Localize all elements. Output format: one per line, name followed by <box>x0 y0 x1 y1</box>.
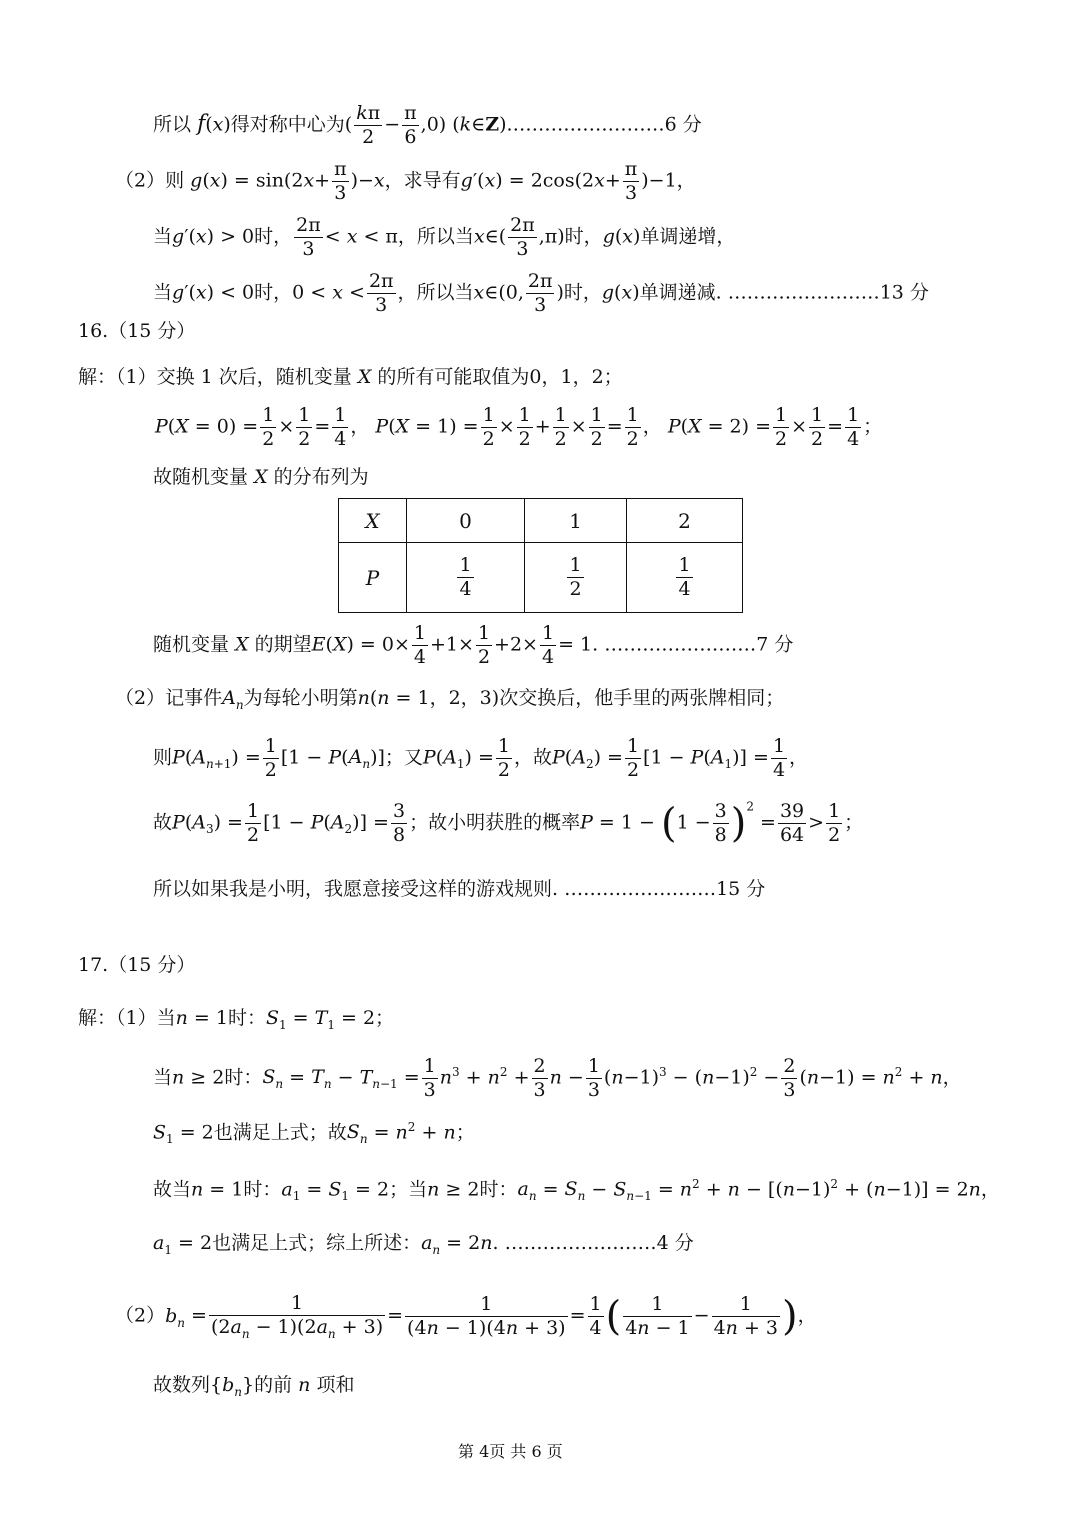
denominator: 4 <box>459 578 472 600</box>
solution-17-bn: $(2)b_n$ = $\frac{1}{(2a_n - 1)(2a_n + 3)}$ = $\frac{1}{(4n - 1)(4n + 3)}$ = $\frac{1}{4}$ ( $\frac{1}{4n - 1}$ − $\frac{1}{4n + 3}$ )， <box>115 1292 817 1341</box>
table-cell <box>339 543 407 613</box>
numerator: 1 <box>459 554 472 577</box>
conclusion-16: 所以如果我是小明，我愿意接受这样的游戏规则. ……………………15 分 <box>153 878 766 900</box>
text: 则 <box>153 746 173 769</box>
text: 时， <box>563 281 602 304</box>
numerator: 1 <box>678 554 691 577</box>
distribution-intro: 故随机变量 X 的分布列为 <box>153 466 369 488</box>
solution-17-n1: 解：（1）当n = 1时：$S_1 = T_1 = 2$； <box>78 1007 395 1032</box>
line-derivative: （2）则 g(x) = sin(2x+ $\frac{\pi}{3}$ )−x，求导有g′(x) = 2cos(2x+ $\frac{\pi}{3}$ )−1， <box>115 158 696 204</box>
text: 当 <box>153 281 173 304</box>
part2-event-line: （2）记事件$A_n$为每轮小明第n(n = 1，2，3)次交换后，他手里的两张牌相同； <box>115 687 785 712</box>
text: 时， <box>254 225 293 248</box>
text: ，所以当 <box>397 225 474 248</box>
text: 得对称中心为 <box>230 113 345 136</box>
distribution-table <box>338 498 743 613</box>
solution-17-s1: $S_1 = 2$也满足上式；故$S_n = n^2 + n$； <box>153 1120 475 1147</box>
text: 的分布列为 <box>273 466 369 488</box>
text: 时： <box>479 1178 518 1201</box>
denominator: 2 <box>569 578 582 600</box>
table-cell: 0 <box>407 499 525 543</box>
text: 故 <box>153 811 173 834</box>
table-cell <box>525 543 627 613</box>
row-label-p: P <box>365 565 380 590</box>
win-probability-line: 故$P(A_3)$ = $\frac{1}{2}$ $[1 - P(A_2)]$ = $\frac{3}{8}$ ；故小明获胜的概率P = 1 − (1 − $\frac{3}{8}$ )$^2$ = $\frac{39}{64}$ > $\frac{1}{2}$ ； <box>153 799 864 847</box>
text: 故随机变量 <box>153 466 249 488</box>
text: 时： <box>243 1178 282 1201</box>
header-x: X <box>365 508 380 533</box>
text: 故数列 <box>153 1374 211 1396</box>
table-row <box>339 499 743 543</box>
text: 单调递增， <box>640 225 736 248</box>
text: 时： <box>227 1007 266 1029</box>
text: 解：（1）当 <box>78 1007 176 1029</box>
solution-17-an: 故当n = 1时：$a_1 = S_1 = 2$；当n ≥ 2时：$a_n = S_n - S_{n-1} = n^2 + n - [(n-1)^2 + (n-1)] = 2n$， <box>153 1177 1000 1204</box>
line-symmetry-center: 所以 f(x)得对称中心为( $\frac{k\pi}{2}$ − $\frac{\pi}{6}$ ,0) (k∈Z).……………………6 分 <box>153 102 702 148</box>
table-cell: 1 <box>525 499 627 543</box>
text: （2）记事件 <box>115 687 223 709</box>
question-16-heading: 16.（15 分） <box>78 320 196 342</box>
text: ，故 <box>513 746 552 769</box>
text: （2） <box>115 1304 166 1327</box>
numerator: 1 <box>569 554 582 577</box>
line-decreasing: 当g′(x) < 0时，0 < x < $\frac{2\pi}{3}$ ，所以当x∈(0, $\frac{2\pi}{3}$ )时，g(x)单调递减. ……………………13 分 <box>153 270 929 316</box>
text: ；当 <box>389 1178 428 1201</box>
text: 当 <box>153 1066 173 1089</box>
text: 故当 <box>153 1178 192 1201</box>
text: 时， <box>564 225 603 248</box>
solution-17-sum-intro: 故数列$\{b_n\}$的前 n 项和 <box>153 1374 355 1399</box>
text: 解：（1）交换 1 次后，随机变量 <box>78 366 352 388</box>
solution-17-summary: $a_1 = 2$也满足上式；综上所述：$a_n = 2n$. ……………………4 分 <box>153 1232 694 1257</box>
solution-17-sn: 当n ≥ 2时：$S_n = T_n - T_{n-1}$ = $\frac{1}{3}$ $n^3 + n^2$ + $\frac{2}{3}$ n − $\frac{1}{3}$ $(n-1)^3 - (n-1)^2$ − $\frac{2}{3}$ $(n-1) = n^2 + n$， <box>153 1055 962 1101</box>
text: 次交换后，他手里的两张牌相同； <box>499 687 785 709</box>
table-cell <box>339 499 407 543</box>
text: 所以 <box>153 113 192 136</box>
text: 项和 <box>316 1374 355 1396</box>
text: 的期望 <box>254 633 312 656</box>
text: 当 <box>153 225 173 248</box>
text: 时， <box>254 281 293 304</box>
probabilities-line: P(X = 0) = $\frac{1}{2}$ × $\frac{1}{2}$ = $\frac{1}{4}$ ， P(X = 1) = $\frac{1}{2}$ × $\frac{1}{2}$ + $\frac{1}{2}$ × $\frac{1}{2}$ = $\frac{1}{2}$ ， P(X = 2) = $\frac{1}{2}$ × $\frac{1}{2}$ = $\frac{1}{4}$ ； <box>155 404 883 450</box>
table-cell: 2 <box>627 499 743 543</box>
text: ；故小明获胜的概率 <box>409 811 581 834</box>
table-cell <box>627 543 743 613</box>
text: 也满足上式；故 <box>213 1121 347 1144</box>
text: 单调递减. ……………………13 分 <box>639 281 929 304</box>
text: ，所以当 <box>397 281 474 304</box>
solution-16-part1: 解：（1）交换 1 次后，随机变量 X 的所有可能取值为0，1，2； <box>78 366 623 388</box>
page-footer: 第 4页 共 6 页 <box>458 1442 563 1461</box>
text: 为每轮小明第 <box>243 687 358 709</box>
text: 的所有可能取值为0，1，2； <box>377 366 623 388</box>
text: . ……………………4 分 <box>492 1232 694 1254</box>
question-17-heading: 17.（15 分） <box>78 954 196 976</box>
text: ，求导有 <box>384 169 461 192</box>
text: ；又 <box>384 746 423 769</box>
denominator: 4 <box>678 578 691 600</box>
line-increasing: 当g′(x) > 0时， $\frac{2\pi}{3}$ < x < π，所以当x∈( $\frac{2\pi}{3}$ ,π)时，g(x)单调递增， <box>153 214 736 260</box>
table-cell <box>407 543 525 613</box>
text: 随机变量 <box>153 633 230 656</box>
text: . ……………………7 分 <box>592 633 794 656</box>
text: 时： <box>224 1066 263 1089</box>
text: 的前 <box>254 1374 293 1396</box>
recurrence-line: 则$P(A_{n+1})$ = $\frac{1}{2}$ $[1 - P(A_n)]$；又$P(A_1)$ = $\frac{1}{2}$ ，故$P(A_2)$ = $\frac{1}{2}$ $[1 - P(A_1)]$ = $\frac{1}{4}$ ， <box>153 735 809 781</box>
text: （2）则 <box>115 169 185 192</box>
text: 也满足上式；综上所述： <box>212 1232 422 1254</box>
text: .……………………6 分 <box>506 113 702 136</box>
expectation-line: 随机变量 X 的期望E(X) = 0× $\frac{1}{4}$ +1× $\frac{1}{2}$ +2× $\frac{1}{4}$ = 1. ……………………7 分 <box>153 622 794 668</box>
table-row <box>339 543 743 613</box>
